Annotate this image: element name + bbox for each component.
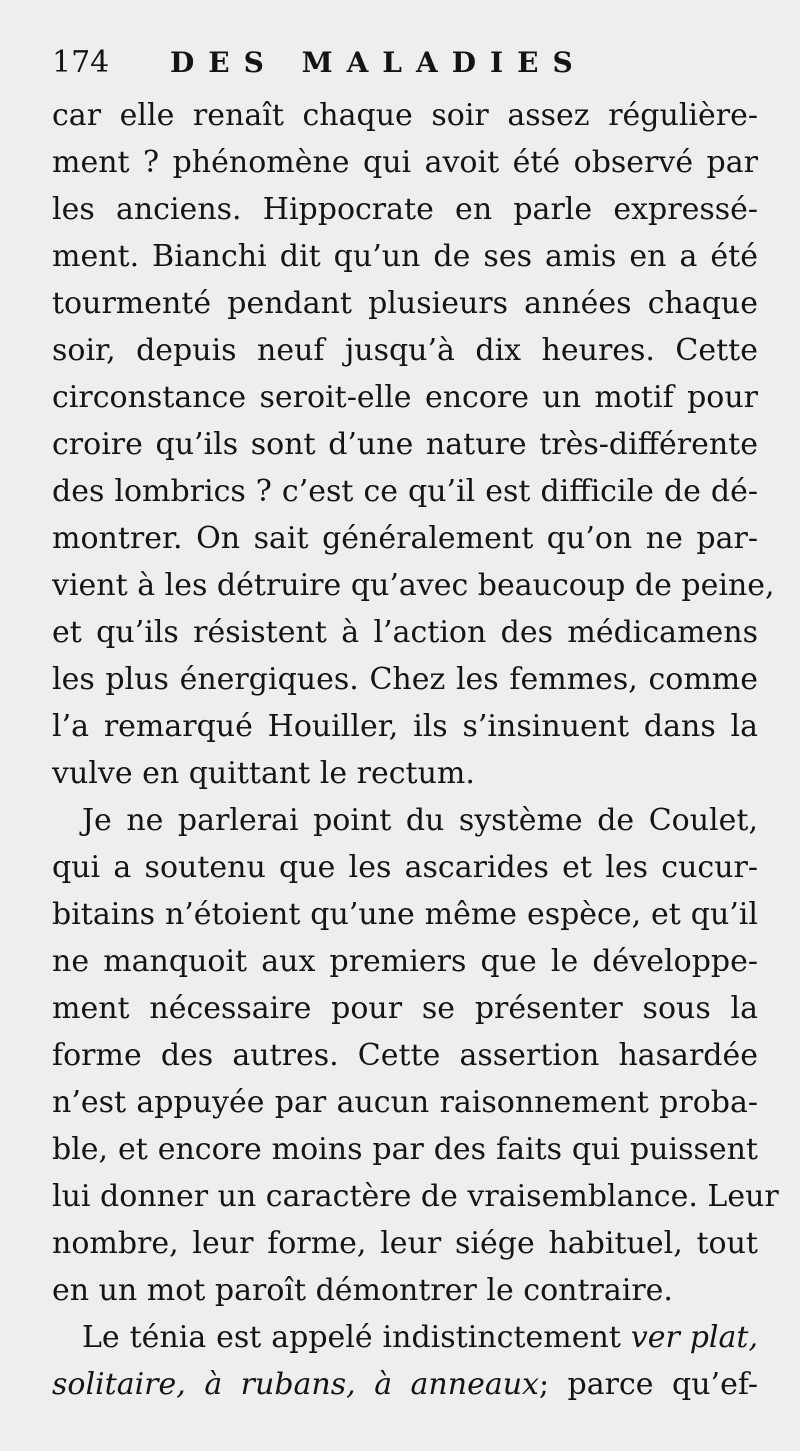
running-title: DES MALADIES (170, 46, 587, 79)
text-line: Je ne parlerai point du système de Coulet, (82, 803, 758, 838)
text-line: nombre, leur forme, leur siége habituel, tout (52, 1226, 758, 1261)
text-line: et qu’ils résistent à l’action des médicamens (52, 615, 758, 650)
text-line: circonstance seroit-elle encore un motif pour (52, 380, 758, 415)
page-number: 174 (52, 45, 110, 80)
text-segment: ; parce qu’ef- (538, 1367, 759, 1402)
page-header (52, 38, 772, 88)
text-line: vulve en quittant le rectum. (52, 756, 475, 791)
italic-separator: , (346, 1367, 356, 1402)
text-segment: Le ténia est appelé indistinctement (82, 1320, 621, 1355)
text-line (52, 1314, 758, 1361)
italic-term: à anneaux (374, 1367, 539, 1402)
text-line: croire qu’ils sont d’une nature très-différente (52, 427, 758, 462)
text-line: ment. Bianchi dit qu’un de ses amis en a été (52, 239, 758, 274)
text-line: des lombrics ? c’est ce qu’il est difficile de dé- (52, 474, 758, 509)
text-line: l’a remarqué Houiller, ils s’insinuent dans la (52, 709, 758, 744)
italic-term: à rubans (204, 1367, 347, 1402)
text-line: vient à les détruire qu’avec beaucoup de peine, (52, 568, 775, 603)
text-line: qui a soutenu que les ascarides et les cucur- (52, 850, 758, 885)
text-line: ment nécessaire pour se présenter sous la (52, 991, 758, 1026)
text-line: les plus énergiques. Chez les femmes, comme (52, 662, 758, 697)
text-line: en un mot paroît démontrer le contraire. (52, 1273, 673, 1308)
text-line: forme des autres. Cette assertion hasardée (52, 1038, 758, 1073)
text-line: lui donner un caractère de vraisemblance. Leur (52, 1179, 779, 1214)
text-line: montrer. On sait généralement qu’on ne par- (52, 521, 758, 556)
body-text (52, 92, 779, 1408)
italic-term: ver plat, (630, 1320, 758, 1355)
text-line: les anciens. Hippocrate en parle expressé- (52, 192, 758, 227)
text-line: ment ? phénomène qui avoit été observé par (52, 145, 758, 180)
text-line: bitains n’étoient qu’une même espèce, et qu’il (52, 897, 758, 932)
text-line: ble, et encore moins par des faits qui puissent (52, 1132, 758, 1167)
text-line: tourmenté pendant plusieurs années chaque (52, 286, 758, 321)
italic-separator: , (176, 1367, 186, 1402)
text-line (52, 1361, 758, 1408)
text-line: ne manquoit aux premiers que le développe- (52, 944, 758, 979)
text-line: n’est appuyée par aucun raisonnement proba- (52, 1085, 758, 1120)
italic-term: solitaire (52, 1367, 177, 1402)
text-line: car elle renaît chaque soir assez régulière- (52, 98, 758, 133)
text-line: soir, depuis neuf jusqu’à dix heures. Cette (52, 333, 758, 368)
